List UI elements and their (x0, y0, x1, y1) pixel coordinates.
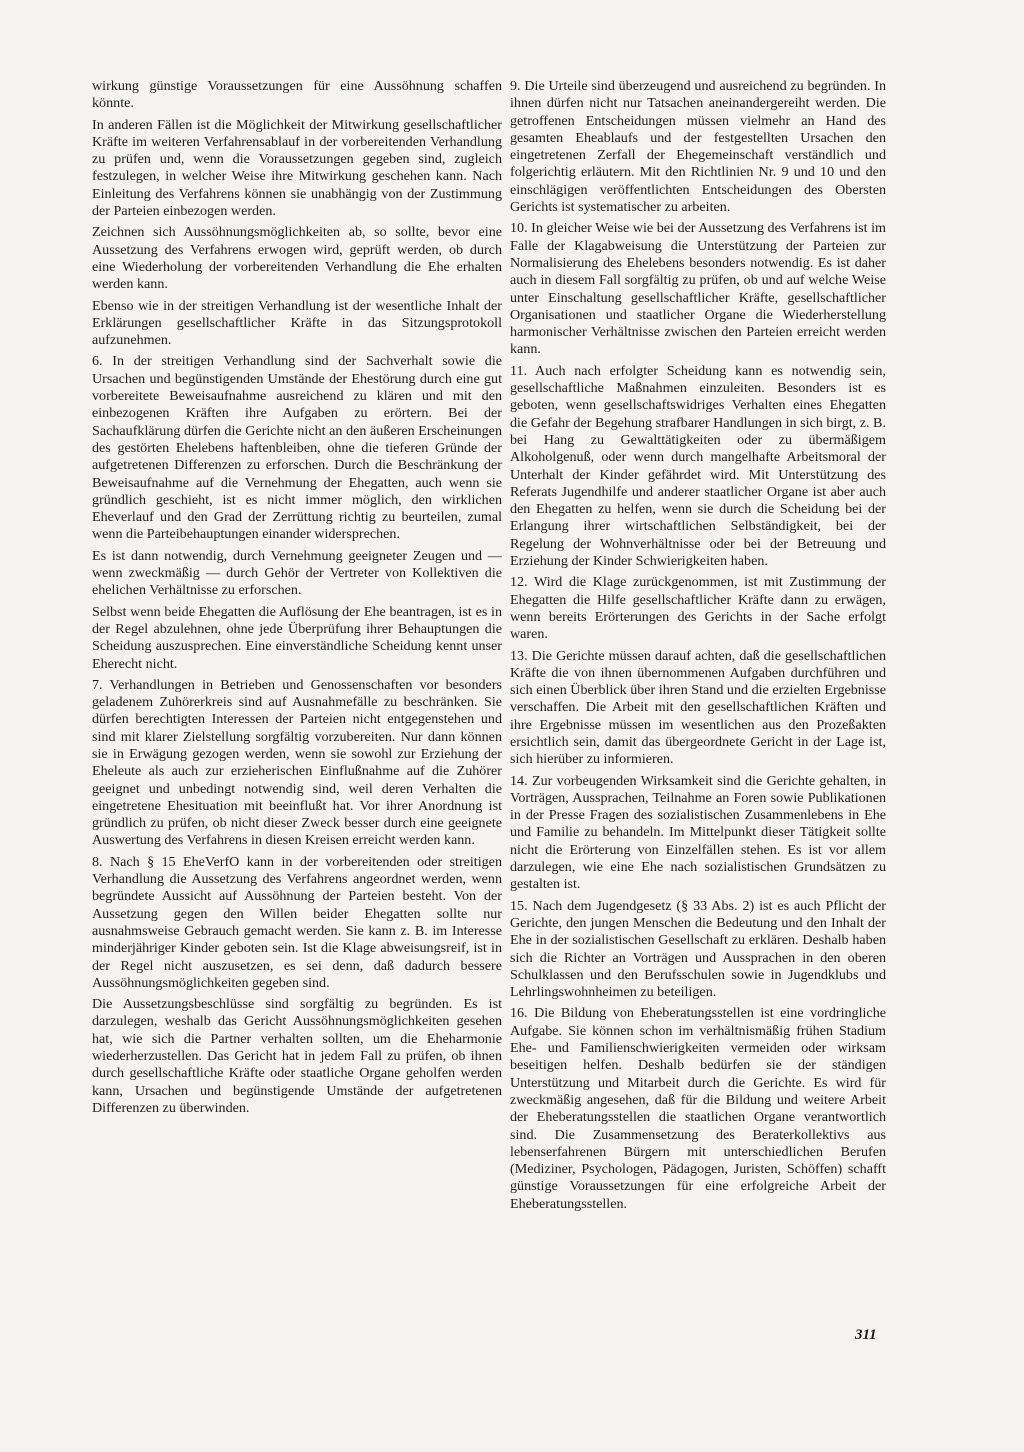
paragraph-15: 15. Nach dem Jugendgesetz (§ 33 Abs. 2) ist es auch Pflicht der Gerichte, den jungen Menschen die Bedeutung und den Inhalt der Ehe in der sozialistischen Gesellschaft zu erklären. Deshalb haben sich die Richter an Vorträgen und Aussprachen in den oberen Schulklassen und den Berufsschulen sowie in Jugendklubs und Lehrlingswohnheimen zu beteiligen. (510, 897, 886, 1001)
paragraph: Selbst wenn beide Ehegatten die Auflösung der Ehe beantragen, ist es in der Regel abzulehnen, ohne jede Überprüfung ihrer Behauptungen die Scheidung auszusprechen. Eine einverständliche Scheidung kennt unser Eherecht nicht. (92, 603, 502, 672)
paragraph-10: 10. In gleicher Weise wie bei der Aussetzung des Verfahrens ist im Falle der Klagabweisung die Unterstützung der Parteien zur Normalisierung des Ehelebens besonders notwendig. Es ist daher auch in diesem Fall sorgfältig zu prüfen, ob und auf welche Weise unter Einschaltung gesellschaftlicher Kräfte, gesellschaftlicher Organisationen und staatlicher Organe die Wiederherstellung harmonischer Verhältnisse zwischen den Parteien erreicht werden kann. (510, 220, 886, 358)
paragraph: wirkung günstige Voraussetzungen für eine Aussöhnung schaffen könnte. (92, 78, 502, 112)
paragraph-14: 14. Zur vorbeugenden Wirksamkeit sind die Gerichte gehalten, in Vorträgen, Aussprachen, Teilnahme an Foren sowie Publikationen in der Presse Fragen des sozialistischen Zusammenlebens in Ehe und Familie zu behandeln. Im Mittelpunkt dieser Tätigkeit sollte nicht die Erörterung von Einzelfällen stehen. Es ist vor allem darzulegen, wie eine Ehe nach sozialistischen Grundsätzen zu gestalten ist. (510, 772, 886, 893)
left-column (92, 78, 502, 1121)
paragraph-11: 11. Auch nach erfolgter Scheidung kann es notwendig sein, gesellschaftliche Maßnahmen einzuleiten. Besonders ist es geboten, wenn gesellschaftswidriges Verhalten eines Ehegatten die Gefahr der Begehung strafbarer Handlungen in sich birgt, z. B. bei Hang zu Gewalttätigkeiten oder zu übermäßigem Alkoholgenuß, oder wenn durch mangelhafte Arbeitsmoral der Unterhalt der Kinder gefährdet wird. Mit Unterstützung des Referats Jugendhilfe und anderer staatlicher Organe ist aber auch den Ehegatten zu helfen, wenn sie durch die Scheidung bei der Erlangung ihrer wirtschaftlichen Selbständigkeit, bei der Regelung der Wohnverhältnisse oder bei der Betreuung und Erziehung der Kinder Schwierigkeiten haben. (510, 362, 886, 570)
paragraph: Ebenso wie in der streitigen Verhandlung ist der wesentliche Inhalt der Erklärungen gesellschaftlicher Kräfte in das Sitzungsprotokoll aufzunehmen. (92, 297, 502, 349)
page-number: 311 (855, 1327, 877, 1343)
paragraph-8: 8. Nach § 15 EheVerfO kann in der vorbereitenden oder streitigen Verhandlung die Aussetzung des Verfahrens angeordnet werden, wenn begründete Aussicht auf Aussöhnung der Parteien besteht. Von der Aussetzung gegen den Willen beider Ehegatten sollte nur ausnahmsweise Gebrauch gemacht werden. Sie kann z. B. im Interesse minderjähriger Kinder geboten sein. Ist die Klage abweisungsreif, ist in der Regel nicht auszusetzen, es sei denn, daß dadurch bessere Aussöhnungsmöglichkeiten gegeben sind. (92, 853, 502, 991)
paragraph: In anderen Fällen ist die Möglichkeit der Mitwirkung gesellschaftlicher Kräfte im weiteren Verfahrensablauf in der vorbereitenden Verhandlung zu prüfen und, wenn die Voraussetzungen gegeben sind, zugleich festzulegen, in welcher Weise ihre Mitwirkung geschehen kann. Nach Einleitung des Verfahrens können sie unabhängig von der Zustimmung der Parteien einbezogen werden. (92, 116, 502, 220)
paragraph-6: 6. In der streitigen Verhandlung sind der Sachverhalt sowie die Ursachen und begünstigenden Umstände der Ehestörung durch eine gut vorbereitete Beweisaufnahme ausreichend zu klären und mit den einbezogenen Kräften ihre Aufgaben zu erörtern. Bei der Sachaufklärung dürfen die Gerichte nicht an den äußeren Erscheinungen des gestörten Ehelebens haftenbleiben, ohne die tieferen Gründe der aufgetretenen Differenzen zu erforschen. Durch die Beschränkung der Beweisaufnahme auf die Vernehmung der Ehegatten, auch wenn sie gründlich geschieht, ist es nicht immer möglich, den wirklichen Eheverlauf und den Grad der Zerrüttung richtig zu beurteilen, zumal wenn die Parteibehauptungen einander widersprechen. (92, 353, 502, 543)
paragraph: Die Aussetzungsbeschlüsse sind sorgfältig zu begründen. Es ist darzulegen, weshalb das Gericht Aussöhnungsmöglichkeiten gesehen hat, wie sich die Partner verhalten sollten, um die Eheharmonie wiederherzustellen. Das Gericht hat in jedem Fall zu prüfen, ob ihnen durch gesellschaftliche Kräfte oder staatliche Organe geholfen werden kann, Ursachen und begünstigende Umstände der aufgetretenen Differenzen zu überwinden. (92, 996, 502, 1116)
paragraph: Es ist dann notwendig, durch Vernehmung geeigneter Zeugen und — wenn zweckmäßig — durch Gehör der Vertreter von Kollektiven die ehelichen Verhältnisse zu erforschen. (92, 547, 502, 599)
right-column (510, 78, 886, 1217)
paragraph: Zeichnen sich Aussöhnungsmöglichkeiten ab, so sollte, bevor eine Aussetzung des Verfahrens erwogen wird, geprüft werden, ob durch eine Wiederholung der vorbereitenden Verhandlung die Ehe erhalten werden kann. (92, 224, 502, 293)
paragraph-12: 12. Wird die Klage zurückgenommen, ist mit Zustimmung der Ehegatten die Hilfe gesellschaftlicher Kräfte dann zu erwägen, wenn bereits Erörterungen des Gerichts in der Sache erfolgt waren. (510, 574, 886, 643)
paragraph-9: 9. Die Urteile sind überzeugend und ausreichend zu begründen. In ihnen dürfen nicht nur Tatsachen aneinandergereiht werden. Die getroffenen Entscheidungen müssen vielmehr an Hand des gesamten Eheablaufs und der festgestellten Ursachen den eingetretenen Zerfall der Ehegemeinschaft verständlich und folgerichtig erläutern. Mit den Richtlinien Nr. 9 und 10 und den einschlägigen veröffentlichten Entscheidungen des Obersten Gerichts ist systematischer zu arbeiten. (510, 78, 886, 216)
paragraph-7: 7. Verhandlungen in Betrieben und Genossenschaften vor besonders geladenem Zuhörerkreis sind auf Ausnahmefälle zu beschränken. Sie dürfen berechtigten Interessen der Parteien nicht entgegenstehen und sind mit klarer Zielstellung sorgfältig vorzubereiten. Nur dann können sie in Erwägung gezogen werden, wenn sie sowohl zur Erziehung der Eheleute als auch zur erzieherischen Einflußnahme auf die Zuhörer geeignet und unbedingt notwendig sind, weil deren Verhalten die eingetretene Ehesituation mit beeinflußt hat. Vor ihrer Anordnung ist gründlich zu prüfen, ob nicht dieser Zweck besser durch eine geeignete Auswertung des Verfahrens in diesen Kreisen erreicht werden kann. (92, 676, 502, 849)
paragraph-13: 13. Die Gerichte müssen darauf achten, daß die gesellschaftlichen Kräfte die von ihnen übernommenen Aufgaben durchführen und sich einen Überblick über ihren Stand und die erzielten Ergebnisse verschaffen. Die Arbeit mit den gesellschaftlichen Kräften und ihre Ergebnisse müssen im wesentlichen aus den Prozeßakten ersichtlich sein, damit das übergeordnete Gericht in der Lage ist, sich hierüber zu informieren. (510, 647, 886, 768)
paragraph-16: 16. Die Bildung von Eheberatungsstellen ist eine vordringliche Aufgabe. Sie können schon im verhältnismäßig frühen Stadium Ehe- und Familienschwierigkeiten vermeiden oder wirksam beseitigen helfen. Deshalb bedürfen sie der ständigen Unterstützung und Mitarbeit durch die Gerichte. Es wird für zweckmäßig angesehen, daß für die Bildung und weitere Arbeit der Eheberatungsstellen die staatlichen Organe verantwortlich sind. Die Zusammensetzung des Beraterkollektivs aus lebenserfahrenen Bürgern mit unterschiedlichen Berufen (Mediziner, Psychologen, Pädagogen, Juristen, Schöffen) schafft günstige Voraussetzungen für eine erfolgreiche Arbeit der Eheberatungsstellen. (510, 1005, 886, 1212)
